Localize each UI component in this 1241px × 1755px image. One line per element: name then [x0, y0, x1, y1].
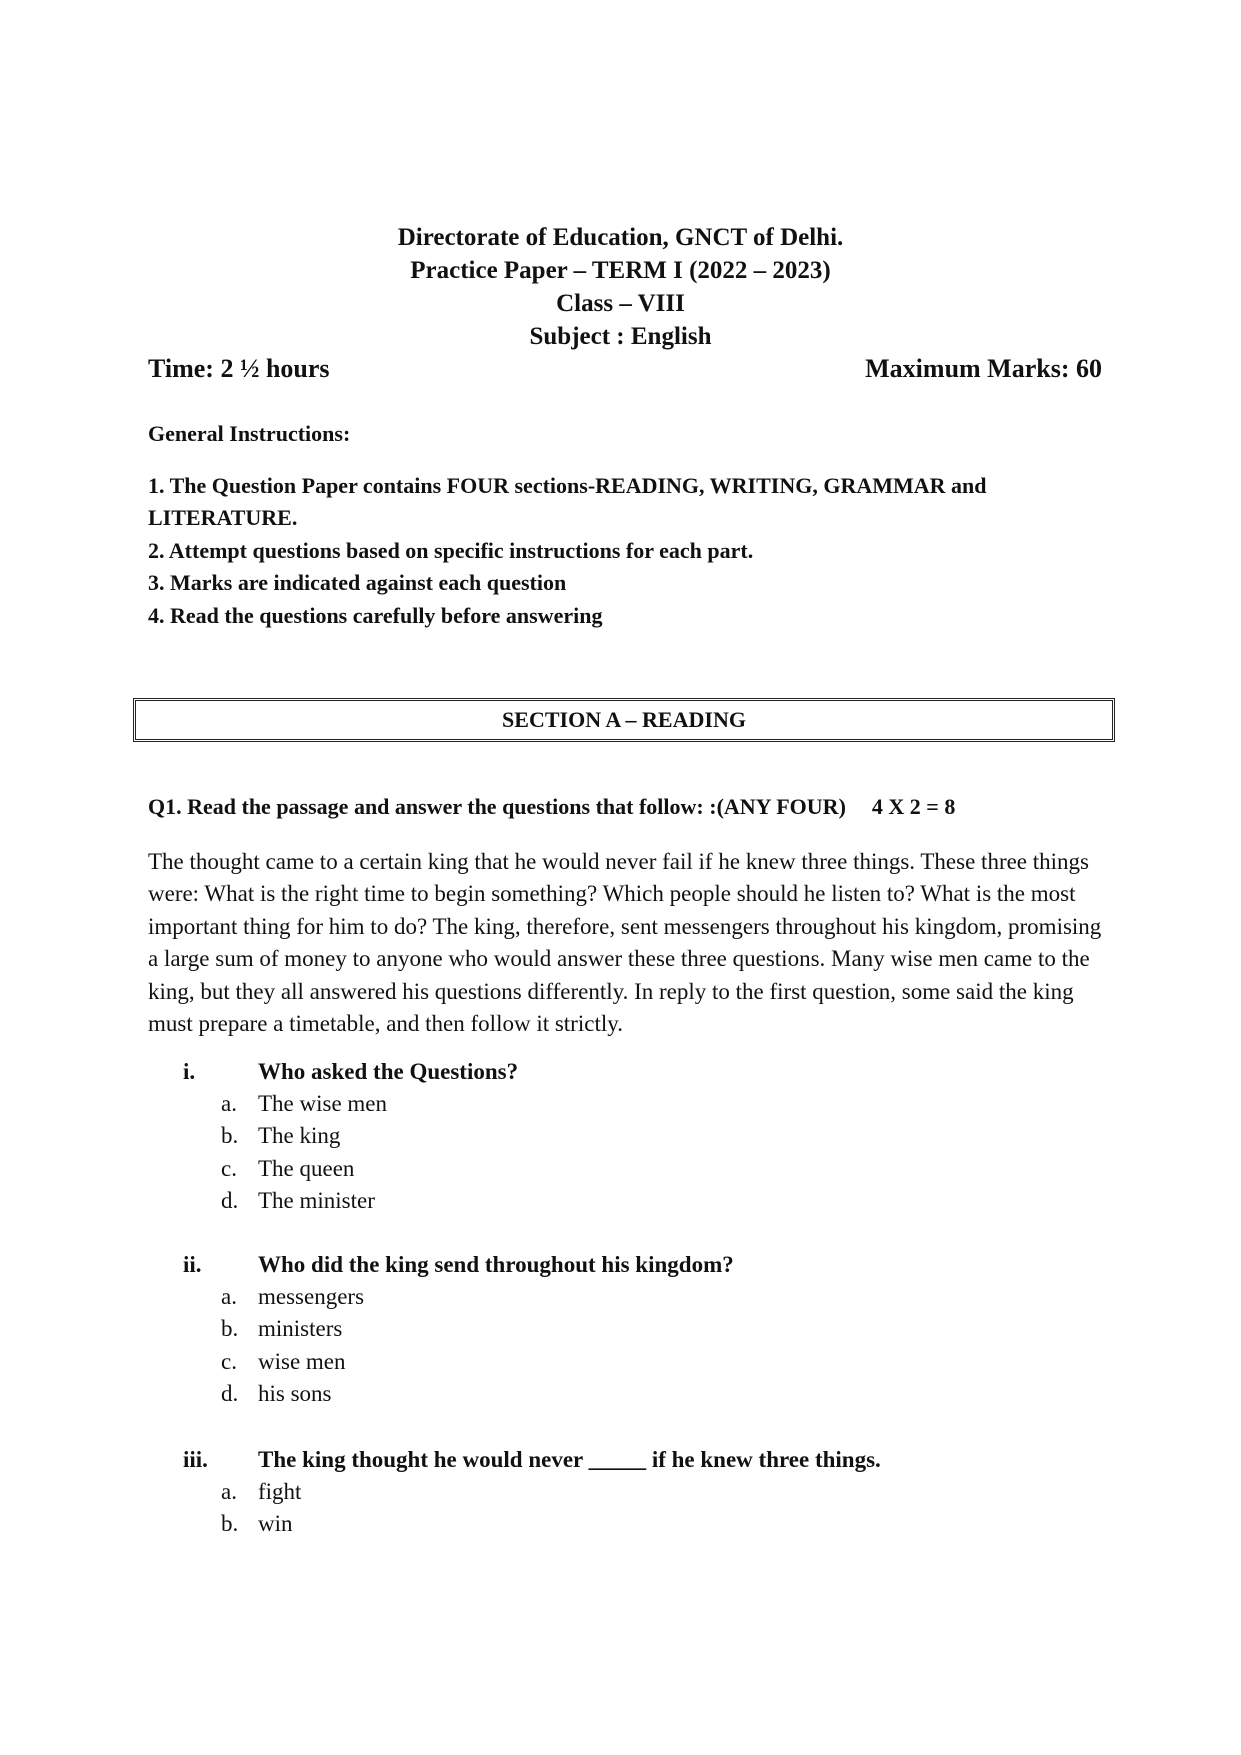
option-text: fight [258, 1479, 302, 1504]
option-letter: d. [221, 1188, 239, 1214]
option-letter: b. [221, 1123, 239, 1149]
maximum-marks: Maximum Marks: 60 [865, 354, 1102, 383]
option-letter: a. [221, 1284, 237, 1309]
question-heading [0, 1444, 1241, 1476]
answer-option [0, 1508, 1241, 1540]
question-number: ii. [183, 1252, 202, 1277]
q1-marks: 4 X 2 = 8 [871, 794, 956, 819]
option-text: his sons [258, 1381, 332, 1407]
header-subject: Subject : English [529, 323, 712, 350]
header-class: Class – VIII [556, 290, 685, 317]
option-letter: c. [221, 1155, 237, 1181]
option-letter: b. [221, 1316, 239, 1342]
question-heading [0, 1249, 1241, 1281]
question-text: Who asked the Questions? [258, 1059, 519, 1084]
option-text: win [258, 1511, 293, 1537]
time-allowed: Time: 2 ½ hours [148, 354, 330, 383]
question-number: iii. [183, 1447, 208, 1472]
answer-option [0, 1120, 1241, 1152]
option-text: ministers [258, 1316, 343, 1342]
general-instructions-title: General Instructions: [148, 421, 351, 446]
time-marks-row [148, 352, 1102, 386]
question-text: The king thought he would never _____ if he knew three things. [258, 1447, 881, 1472]
answer-option [0, 1185, 1241, 1217]
header-paper-title: Practice Paper – TERM I (2022 – 2023) [410, 257, 831, 284]
instruction-item: 2. Attempt questions based on specific instructions for each part. [148, 537, 754, 563]
option-text: The minister [258, 1188, 375, 1214]
q1-prompt [148, 792, 1108, 822]
mcq-question [0, 1056, 1241, 1218]
q1-prompt-text: Q1. Read the passage and answer the questions that follow: :(ANY FOUR) [148, 794, 846, 819]
answer-option [0, 1378, 1241, 1410]
instruction-item: 3. Marks are indicated against each question [148, 570, 567, 596]
option-letter: d. [221, 1381, 239, 1407]
answer-option [0, 1313, 1241, 1345]
option-text: messengers [258, 1284, 365, 1309]
option-text: The king [258, 1123, 341, 1149]
answer-option [0, 1153, 1241, 1185]
option-text: wise men [258, 1348, 346, 1374]
section-title: SECTION A – READING [502, 707, 746, 732]
answer-option [0, 1088, 1241, 1120]
answer-option [0, 1281, 1241, 1313]
instructions-list [148, 470, 1108, 632]
option-letter: a. [221, 1091, 237, 1116]
question-text: Who did the king send throughout his kingdom? [258, 1252, 734, 1277]
instruction-item: 1. The Question Paper contains FOUR sections-READING, WRITING, GRAMMAR and LITERATURE. [148, 473, 987, 531]
option-text: The wise men [258, 1091, 388, 1116]
option-letter: c. [221, 1348, 237, 1374]
option-letter: a. [221, 1479, 237, 1504]
header-directorate: Directorate of Education, GNCT of Delhi. [397, 224, 844, 251]
question-number: i. [183, 1059, 196, 1084]
option-letter: b. [221, 1511, 239, 1537]
section-a-heading [133, 698, 1115, 742]
answer-option [0, 1476, 1241, 1508]
question-heading [0, 1056, 1241, 1088]
mcq-question [0, 1249, 1241, 1411]
instruction-item: 4. Read the questions carefully before answering [148, 602, 603, 628]
option-text: The queen [258, 1155, 355, 1181]
answer-option [0, 1346, 1241, 1378]
reading-passage: The thought came to a certain king that he would never fail if he knew three things. These three things were: What is the right time to begin something? Which people should he listen to? What is the most important thing for him to do? The king, therefore, sent messengers throughout his kingdom, promising a large sum of money to anyone who would answer these three questions. Many wise men came to the king, but they all answered his questions differently. In reply to the first question, some said the king must prepare a timetable, and then follow it strictly. [148, 849, 1102, 1037]
mcq-question [0, 1444, 1241, 1541]
